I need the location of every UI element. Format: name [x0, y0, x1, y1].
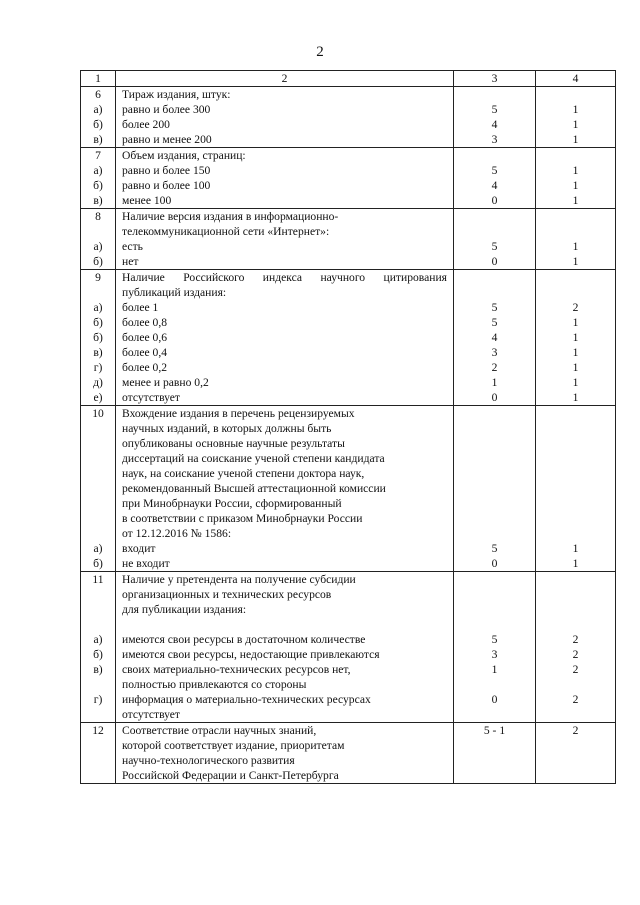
- score-value: [454, 406, 535, 421]
- criterion-line: научных изданий, в которых должны быть: [122, 422, 332, 435]
- criterion-line: [116, 617, 453, 632]
- row-number-cell: [81, 87, 116, 148]
- score-value: [454, 617, 535, 632]
- item-letter: [81, 602, 115, 617]
- score-cell: [454, 572, 536, 723]
- weight-value: [536, 617, 615, 632]
- weight-value: 1: [572, 118, 579, 131]
- criterion-line: наук, на соискание ученой степени доктора наук,: [122, 467, 365, 480]
- criterion-line: менее и равно 0,2: [122, 376, 209, 389]
- item-letter: б): [93, 118, 103, 131]
- criterion-text-cell: [116, 209, 454, 270]
- weight-cell: [536, 87, 616, 148]
- item-letter: а): [93, 240, 103, 253]
- weight-value: 1: [572, 376, 579, 389]
- weight-cell: [536, 723, 616, 784]
- row-number-cell: [81, 406, 116, 572]
- criterion-line: научно-технологического развития: [122, 754, 295, 767]
- weight-value: [536, 496, 615, 511]
- criterion-line: более 0,2: [122, 361, 168, 374]
- table-row: [81, 148, 616, 209]
- weight-value: 1: [572, 240, 579, 253]
- score-value: 3: [491, 133, 498, 146]
- criterion-line: не входит: [122, 557, 170, 570]
- criterion-line: опубликованы основные научные результаты: [122, 437, 345, 450]
- criterion-line: Соответствие отрасли научных знаний,: [122, 724, 317, 737]
- item-letter: а): [93, 633, 103, 646]
- item-letter: д): [93, 376, 103, 389]
- table-row: [81, 87, 616, 148]
- criterion-line: есть: [122, 240, 143, 253]
- item-letter: б): [93, 316, 103, 329]
- score-cell: [454, 270, 536, 406]
- item-letter: [81, 436, 115, 451]
- weight-value: [536, 421, 615, 436]
- weight-value: 1: [572, 255, 579, 268]
- score-cell: [454, 87, 536, 148]
- page-number: 2: [316, 44, 324, 60]
- score-value: [454, 753, 535, 768]
- item-letter: [81, 285, 115, 300]
- row-number: 8: [95, 210, 101, 223]
- score-value: 0: [491, 391, 498, 404]
- item-letter: [81, 451, 115, 466]
- criterion-line: Наличие у претендента на получение субсидии: [122, 573, 356, 586]
- item-letter: б): [93, 648, 103, 661]
- item-letter: [81, 481, 115, 496]
- score-value: 5: [491, 316, 498, 329]
- score-value: [454, 526, 535, 541]
- weight-value: [536, 87, 615, 102]
- weight-value: 1: [572, 164, 579, 177]
- weight-value: [536, 572, 615, 587]
- score-cell: [454, 148, 536, 209]
- header-cell-1: 1: [81, 71, 116, 87]
- weight-cell: [536, 148, 616, 209]
- weight-value: [536, 148, 615, 163]
- weight-value: [536, 436, 615, 451]
- weight-value: [536, 285, 615, 300]
- score-value: [454, 148, 535, 163]
- table-row: [81, 406, 616, 572]
- table-row: [81, 723, 616, 784]
- criterion-line: телекоммуникационной сети «Интернет»:: [122, 225, 330, 238]
- criterion-line: публикаций издания:: [122, 286, 227, 299]
- weight-cell: [536, 406, 616, 572]
- criterion-text-cell: [116, 270, 454, 406]
- weight-value: [536, 738, 615, 753]
- header-cell-2: 2: [116, 71, 454, 87]
- weight-value: [536, 270, 615, 285]
- weight-value: [536, 753, 615, 768]
- item-letter: г): [93, 361, 103, 374]
- weight-value: [536, 768, 615, 783]
- weight-value: 2: [572, 663, 579, 676]
- item-letter: а): [93, 542, 103, 555]
- item-letter: [81, 738, 115, 753]
- score-value: 0: [491, 255, 498, 268]
- criterion-line: равно и более 100: [122, 179, 211, 192]
- weight-value: 1: [572, 316, 579, 329]
- item-letter: [81, 587, 115, 602]
- criterion-line: информация о материально-технических ресурсах: [122, 693, 371, 706]
- score-value: [454, 466, 535, 481]
- score-value: [454, 87, 535, 102]
- criterion-line: Российской Федерации и Санкт-Петербурга: [122, 769, 339, 782]
- weight-value: 2: [572, 633, 579, 646]
- row-number: 7: [95, 149, 101, 162]
- row-number: 10: [92, 407, 104, 420]
- weight-value: [536, 209, 615, 224]
- weight-value: [536, 406, 615, 421]
- criterion-line: Тираж издания, штук:: [122, 88, 231, 101]
- weight-value: 1: [572, 557, 579, 570]
- score-cell: [454, 406, 536, 572]
- item-letter: б): [93, 331, 103, 344]
- criterion-line: равно и более 300: [122, 103, 211, 116]
- item-letter: а): [93, 103, 103, 116]
- weight-value: 1: [572, 133, 579, 146]
- weight-value: 2: [572, 648, 579, 661]
- criterion-line: более 1: [122, 301, 159, 314]
- criterion-line: более 200: [122, 118, 170, 131]
- criterion-line: полностью привлекаются со стороны: [122, 678, 307, 691]
- item-letter: г): [93, 693, 103, 706]
- item-letter: а): [93, 164, 103, 177]
- criterion-text-cell: [116, 148, 454, 209]
- item-letter: [81, 753, 115, 768]
- weight-value: 1: [572, 331, 579, 344]
- score-value: 5 - 1: [483, 724, 506, 737]
- score-value: [454, 572, 535, 587]
- criterion-line: от 12.12.2016 № 1586:: [122, 527, 232, 540]
- criterion-line: равно и более 150: [122, 164, 211, 177]
- item-letter: [81, 421, 115, 436]
- criterion-text-cell: [116, 723, 454, 784]
- criterion-line: организационных и технических ресурсов: [122, 588, 332, 601]
- item-letter: [81, 617, 115, 632]
- row-number-cell: [81, 209, 116, 270]
- item-letter: а): [93, 301, 103, 314]
- criterion-line: равно и менее 200: [122, 133, 212, 146]
- score-value: 1: [491, 376, 498, 389]
- item-letter: б): [93, 179, 103, 192]
- row-number: 6: [95, 88, 101, 101]
- criterion-line: нет: [122, 255, 139, 268]
- score-value: [454, 707, 535, 722]
- weight-value: 1: [572, 194, 579, 207]
- criterion-line: при Минобрнауки России, сформированный: [122, 497, 342, 510]
- score-value: [454, 738, 535, 753]
- score-value: 2: [491, 361, 498, 374]
- score-value: 0: [491, 557, 498, 570]
- item-letter: [81, 224, 115, 239]
- weight-cell: [536, 572, 616, 723]
- score-cell: [454, 723, 536, 784]
- score-value: [454, 677, 535, 692]
- item-letter: [81, 768, 115, 783]
- criterion-line: которой соответствует издание, приоритетам: [122, 739, 345, 752]
- item-letter: [81, 707, 115, 722]
- weight-cell: [536, 209, 616, 270]
- criterion-line: в соответствии с приказом Минобрнауки России: [122, 512, 363, 525]
- score-value: [454, 587, 535, 602]
- criterion-line: более 0,6: [122, 331, 168, 344]
- criterion-line: входит: [122, 542, 156, 555]
- weight-value: 1: [572, 391, 579, 404]
- item-letter: в): [93, 133, 103, 146]
- criterion-line: Наличие Российского индекса научного цитирования: [122, 271, 447, 284]
- score-value: 5: [491, 164, 498, 177]
- row-number-cell: [81, 572, 116, 723]
- score-value: 5: [491, 240, 498, 253]
- weight-value: 1: [572, 103, 579, 116]
- criterion-line: имеются свои ресурсы в достаточном количестве: [122, 633, 366, 646]
- score-value: [454, 224, 535, 239]
- criterion-line: Вхождение издания в перечень рецензируемых: [122, 407, 355, 420]
- weight-value: 2: [572, 301, 579, 314]
- score-value: 3: [491, 648, 498, 661]
- table-row: [81, 270, 616, 406]
- weight-value: [536, 466, 615, 481]
- criteria-table: [80, 70, 616, 784]
- criterion-line: рекомендованный Высшей аттестационной комиссии: [122, 482, 386, 495]
- weight-value: [536, 707, 615, 722]
- header-cell-4: 4: [536, 71, 616, 87]
- row-number: 9: [95, 271, 101, 284]
- score-value: [454, 768, 535, 783]
- score-value: 4: [491, 179, 498, 192]
- score-value: [454, 285, 535, 300]
- item-letter: е): [93, 391, 103, 404]
- score-value: [454, 496, 535, 511]
- table-row: [81, 209, 616, 270]
- criterion-line: своих материально-технических ресурсов нет,: [122, 663, 351, 676]
- criterion-text-cell: [116, 87, 454, 148]
- score-value: 4: [491, 331, 498, 344]
- score-value: 0: [491, 194, 498, 207]
- row-number: 12: [92, 724, 104, 737]
- item-letter: в): [93, 663, 103, 676]
- item-letter: [81, 496, 115, 511]
- item-letter: б): [93, 255, 103, 268]
- table-row: [81, 572, 616, 723]
- item-letter: в): [93, 194, 103, 207]
- criterion-line: Наличие версия издания в информационно-: [122, 210, 339, 223]
- item-letter: [81, 511, 115, 526]
- row-number: 11: [92, 573, 104, 586]
- score-value: 3: [491, 346, 498, 359]
- row-number-cell: [81, 723, 116, 784]
- score-value: [454, 602, 535, 617]
- weight-value: [536, 677, 615, 692]
- criterion-text-cell: [116, 406, 454, 572]
- table-header-row: [81, 71, 616, 87]
- item-letter: [81, 466, 115, 481]
- weight-value: [536, 602, 615, 617]
- score-value: [454, 421, 535, 436]
- weight-value: [536, 451, 615, 466]
- score-value: [454, 511, 535, 526]
- weight-value: 2: [572, 693, 579, 706]
- weight-value: [536, 224, 615, 239]
- score-value: 5: [491, 103, 498, 116]
- criterion-line: отсутствует: [122, 708, 180, 721]
- row-number-cell: [81, 148, 116, 209]
- score-value: 5: [491, 301, 498, 314]
- score-value: [454, 270, 535, 285]
- score-value: [454, 209, 535, 224]
- criterion-line: более 0,8: [122, 316, 168, 329]
- item-letter: в): [93, 346, 103, 359]
- criterion-line: более 0,4: [122, 346, 168, 359]
- weight-value: 1: [572, 179, 579, 192]
- weight-value: [536, 511, 615, 526]
- score-value: 4: [491, 118, 498, 131]
- score-value: 1: [491, 663, 498, 676]
- criterion-line: отсутствует: [122, 391, 180, 404]
- weight-value: [536, 481, 615, 496]
- item-letter: [81, 677, 115, 692]
- item-letter: [81, 526, 115, 541]
- weight-value: [536, 526, 615, 541]
- weight-value: [536, 587, 615, 602]
- score-value: [454, 481, 535, 496]
- criterion-line: менее 100: [122, 194, 172, 207]
- item-letter: б): [93, 557, 103, 570]
- criterion-line: диссертаций на соискание ученой степени кандидата: [122, 452, 385, 465]
- weight-value: 1: [572, 346, 579, 359]
- criterion-line: для публикации издания:: [122, 603, 247, 616]
- score-value: 0: [491, 693, 498, 706]
- score-value: 5: [491, 542, 498, 555]
- score-cell: [454, 209, 536, 270]
- criterion-line: Объем издания, страниц:: [122, 149, 246, 162]
- weight-cell: [536, 270, 616, 406]
- row-number-cell: [81, 270, 116, 406]
- score-value: [454, 436, 535, 451]
- score-value: [454, 451, 535, 466]
- weight-value: 2: [572, 724, 579, 737]
- criterion-text-cell: [116, 572, 454, 723]
- weight-value: 1: [572, 361, 579, 374]
- score-value: 5: [491, 633, 498, 646]
- weight-value: 1: [572, 542, 579, 555]
- header-cell-3: 3: [454, 71, 536, 87]
- criterion-line: имеются свои ресурсы, недостающие привлекаются: [122, 648, 380, 661]
